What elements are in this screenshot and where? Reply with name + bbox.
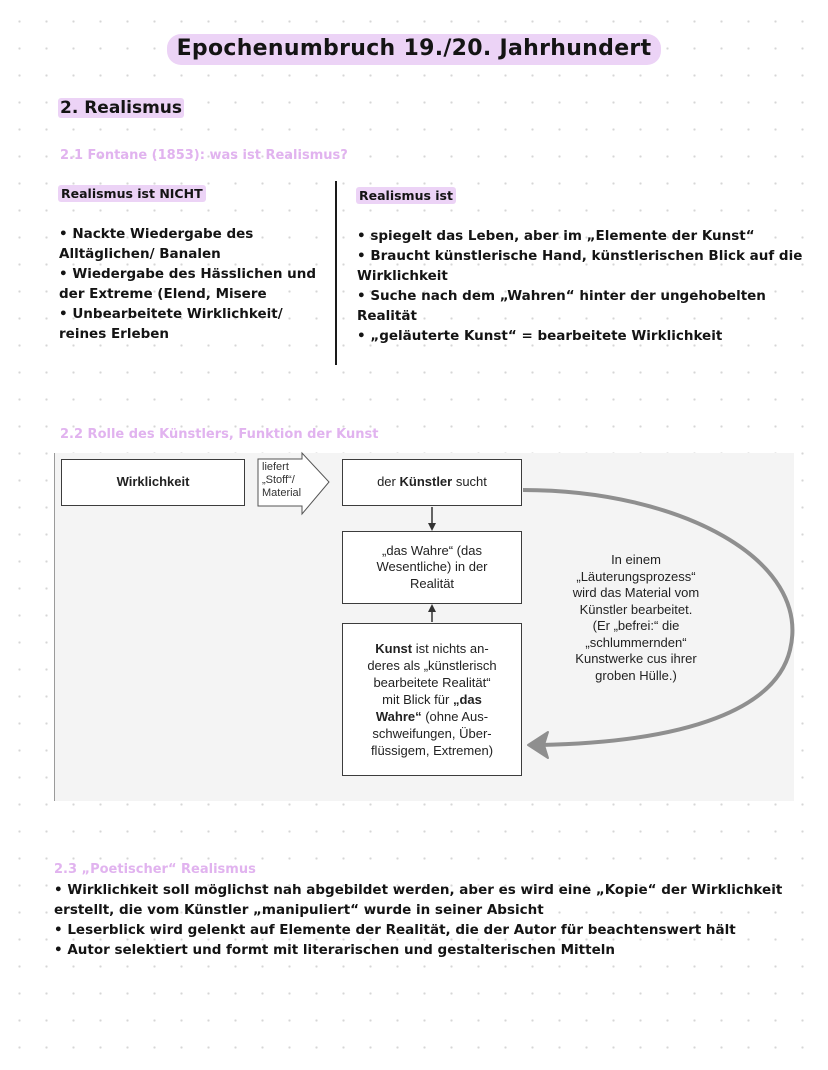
subheading-poetischer-realismus: 2.3 „Poetischer“ Realismus <box>54 862 256 877</box>
list-item: • spiegelt das Leben, aber im „Elemente der Kunst“ <box>357 228 755 244</box>
list-item: • Wiedergabe des Hässlichen und der Extreme (Elend, Misere <box>59 266 317 302</box>
list-item: • Braucht künstlerische Hand, künstlerischen Blick auf die Wirklichkeit <box>357 248 803 284</box>
list-item: • Autor selektiert und formt mit literarischen und gestalterischen Mitteln <box>54 942 615 958</box>
column-heading-is: Realismus ist <box>356 188 456 203</box>
section-heading-realismus: 2. Realismus <box>60 98 183 118</box>
list-item: • Unbearbeitete Wirklichkeit/ reines Erleben <box>59 306 283 342</box>
list-item: • Suche nach dem „Wahren“ hinter der ungehobelten Realität <box>357 288 766 324</box>
curved-arrowhead <box>528 732 548 758</box>
poetischer-list <box>54 880 824 960</box>
box-kunst: Kunst ist nichts an- deres als „künstlerisch bearbeitete Realität“ mit Blick für „das Wahre“ (ohne Aus- schweifungen, Über- flüssigem, Extremen) <box>342 623 522 776</box>
box-das-wahre: „das Wahre“ (das Wesentliche) in der Realität <box>342 531 522 604</box>
subheading-rolle-kuenstler: 2.2 Rolle des Künstlers, Funktion der Kunst <box>60 427 379 442</box>
side-annotation: In einem „Läuterungsprozess“ wird das Material vom Künstler bearbeitet. (Er „befrei:“ die „schlummernden“ Kunstwerke cus ihrer groben Hülle.) <box>572 552 700 683</box>
list-item: • „geläuterte Kunst“ = bearbeitete Wirklichkeit <box>357 328 723 344</box>
page-title: Epochenumbruch 19./20. Jahrhundert <box>0 36 828 61</box>
column-heading-not: Realismus ist NICHT <box>58 186 206 201</box>
box-kuenstler: der Künstler sucht <box>342 459 522 506</box>
list-item: • Wirklichkeit soll möglichst nah abgebildet werden, aber es wird eine „Kopie“ der Wirklichkeit erstellt, die vom Künstler „manipuliert“ wurde in seiner Absicht <box>54 882 783 918</box>
subheading-fontane: 2.1 Fontane (1853): was ist Realismus? <box>60 148 348 163</box>
list-item: • Leserblick wird gelenkt auf Elemente der Realität, die der Autor für beachtenswert hält <box>54 922 736 938</box>
list-item: • Nackte Wiedergabe des Alltäglichen/ Banalen <box>59 226 254 262</box>
arrow-label: liefert „Stoff“/ Material <box>262 461 302 499</box>
box-wirklichkeit: Wirklichkeit <box>61 459 245 506</box>
